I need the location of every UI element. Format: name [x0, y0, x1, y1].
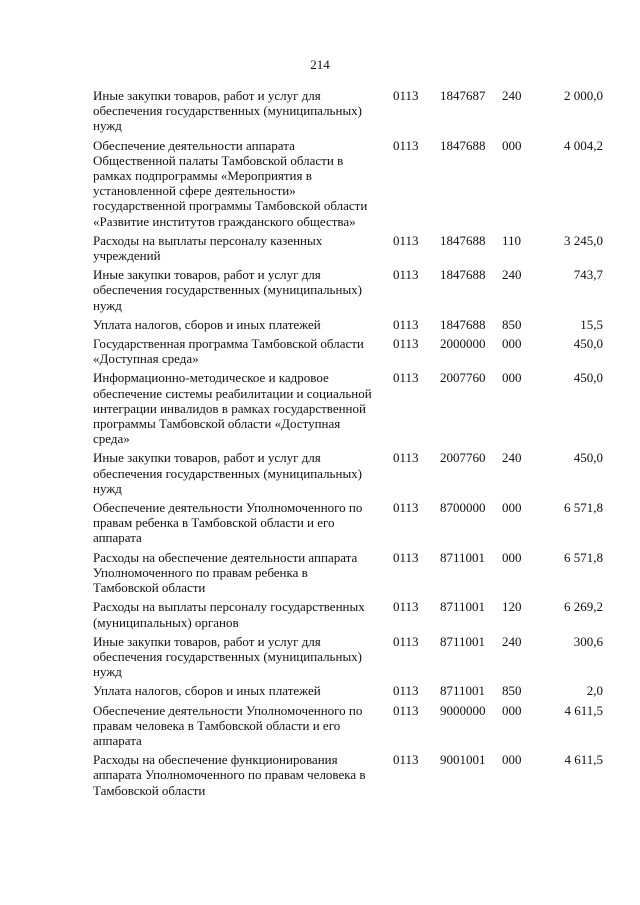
row-expense-type-code: 000: [502, 137, 522, 153]
row-target-code: 1847687: [440, 88, 486, 103]
row-target-code: 9000000: [440, 702, 486, 718]
row-target-code: 8711001: [440, 683, 486, 699]
row-amount: 6 571,8: [564, 549, 603, 565]
row-expense-type-code: 000: [502, 336, 522, 352]
row-name: Расходы на выплаты персоналу государственных (муниципальных) органов: [93, 599, 365, 630]
row-amount: 4 004,2: [564, 137, 603, 153]
row-target-code: 1847688: [440, 267, 486, 283]
row-amount: 300,6: [573, 633, 603, 649]
row-target-code: 8711001: [440, 549, 486, 565]
row-amount: 4 611,5: [564, 702, 603, 718]
row-section-code: 0113: [393, 752, 419, 768]
table-row: [93, 450, 603, 496]
row-section-code: 0113: [393, 450, 419, 466]
table-row: [93, 683, 603, 698]
table-row: [93, 138, 603, 229]
row-amount: 15,5: [580, 316, 603, 332]
row-name: Обеспечение деятельности аппарата Общественной палаты Тамбовской области в рамках подпрограммы «Мероприятия в установленной сфере деятельности» государственной программы Тамбовской области «Развитие институтов гражданского общества»: [93, 137, 368, 229]
row-section-code: 0113: [393, 702, 419, 718]
row-expense-type-code: 850: [502, 683, 522, 699]
row-target-code: 8711001: [440, 599, 486, 615]
row-expense-type-code: 000: [502, 370, 522, 386]
row-section-code: 0113: [393, 500, 419, 516]
row-expense-type-code: 110: [502, 232, 522, 248]
row-expense-type-code: 240: [502, 633, 522, 649]
row-expense-type-code: 000: [502, 500, 522, 516]
row-name: Обеспечение деятельности Уполномоченного по правам ребенка в Тамбовской области и его аппарата: [93, 500, 363, 546]
row-amount: 6 571,8: [564, 500, 603, 516]
row-expense-type-code: 000: [502, 752, 522, 768]
row-target-code: 1847688: [440, 137, 486, 153]
row-target-code: 8700000: [440, 500, 486, 516]
row-amount: 6 269,2: [564, 599, 603, 615]
row-section-code: 0113: [393, 88, 419, 103]
row-name: Иные закупки товаров, работ и услуг для обеспечения государственных (муниципальных) нужд: [93, 633, 363, 680]
row-name: Расходы на обеспечение деятельности аппарата Уполномоченного по правам ребенка в Тамбовской области: [93, 549, 358, 596]
table-row: [93, 500, 603, 546]
row-target-code: 2000000: [440, 336, 486, 352]
table-row: [93, 267, 603, 313]
row-section-code: 0113: [393, 316, 419, 332]
table-row: [93, 317, 603, 332]
table-row: [93, 703, 603, 749]
row-name: Иные закупки товаров, работ и услуг для обеспечения государственных (муниципальных) нужд: [93, 88, 363, 134]
row-target-code: 1847688: [440, 316, 486, 332]
row-amount: 450,0: [573, 450, 603, 466]
row-amount: 3 245,0: [564, 232, 603, 248]
row-name: Иные закупки товаров, работ и услуг для обеспечения государственных (муниципальных) нужд: [93, 267, 363, 313]
table-row: [93, 599, 603, 629]
row-expense-type-code: 240: [502, 450, 522, 466]
row-expense-type-code: 120: [502, 599, 522, 615]
row-expense-type-code: 240: [502, 267, 522, 283]
row-amount: 4 611,5: [564, 752, 603, 768]
row-target-code: 8711001: [440, 633, 486, 649]
row-amount: 450,0: [573, 336, 603, 352]
table-row: [93, 550, 603, 596]
row-section-code: 0113: [393, 549, 419, 565]
row-name: Иные закупки товаров, работ и услуг для обеспечения государственных (муниципальных) нужд: [93, 450, 363, 496]
row-name: Информационно-методическое и кадровое обеспечение системы реабилитации и социальной интеграции инвалидов в рамках государственной программы Тамбовской области «Доступная среда»: [93, 370, 372, 447]
row-section-code: 0113: [393, 267, 419, 283]
row-section-code: 0113: [393, 137, 419, 153]
row-name: Расходы на обеспечение функционирования аппарата Уполномоченного по правам человека в Тамбовской области: [93, 752, 366, 798]
row-amount: 743,7: [573, 267, 603, 283]
row-amount: 2,0: [586, 683, 603, 699]
row-section-code: 0113: [393, 683, 419, 699]
row-name: Уплата налогов, сборов и иных платежей: [93, 316, 321, 332]
row-expense-type-code: 000: [502, 549, 522, 565]
table-row: [93, 336, 603, 366]
row-name: Расходы на выплаты персоналу казенных учреждений: [93, 232, 323, 264]
row-target-code: 2007760: [440, 450, 486, 466]
table-row: [93, 88, 603, 134]
row-section-code: 0113: [393, 599, 419, 615]
budget-table: [93, 88, 603, 802]
row-name: Государственная программа Тамбовской области «Доступная среда»: [93, 336, 364, 367]
row-amount: 2 000,0: [564, 88, 603, 103]
row-target-code: 9001001: [440, 752, 486, 768]
row-name: Обеспечение деятельности Уполномоченного по правам человека в Тамбовской области и его аппарата: [93, 702, 363, 748]
table-row: [93, 752, 603, 798]
row-expense-type-code: 240: [502, 88, 522, 103]
row-section-code: 0113: [393, 370, 419, 386]
row-amount: 450,0: [573, 370, 603, 386]
table-row: [93, 634, 603, 680]
row-target-code: 2007760: [440, 370, 486, 386]
row-section-code: 0113: [393, 336, 419, 352]
row-name: Уплата налогов, сборов и иных платежей: [93, 683, 321, 699]
row-expense-type-code: 000: [502, 702, 522, 718]
page-number: 214: [310, 57, 330, 72]
table-row: [93, 370, 603, 446]
row-target-code: 1847688: [440, 232, 486, 248]
table-row: [93, 233, 603, 263]
row-section-code: 0113: [393, 232, 419, 248]
row-section-code: 0113: [393, 633, 419, 649]
row-expense-type-code: 850: [502, 316, 522, 332]
